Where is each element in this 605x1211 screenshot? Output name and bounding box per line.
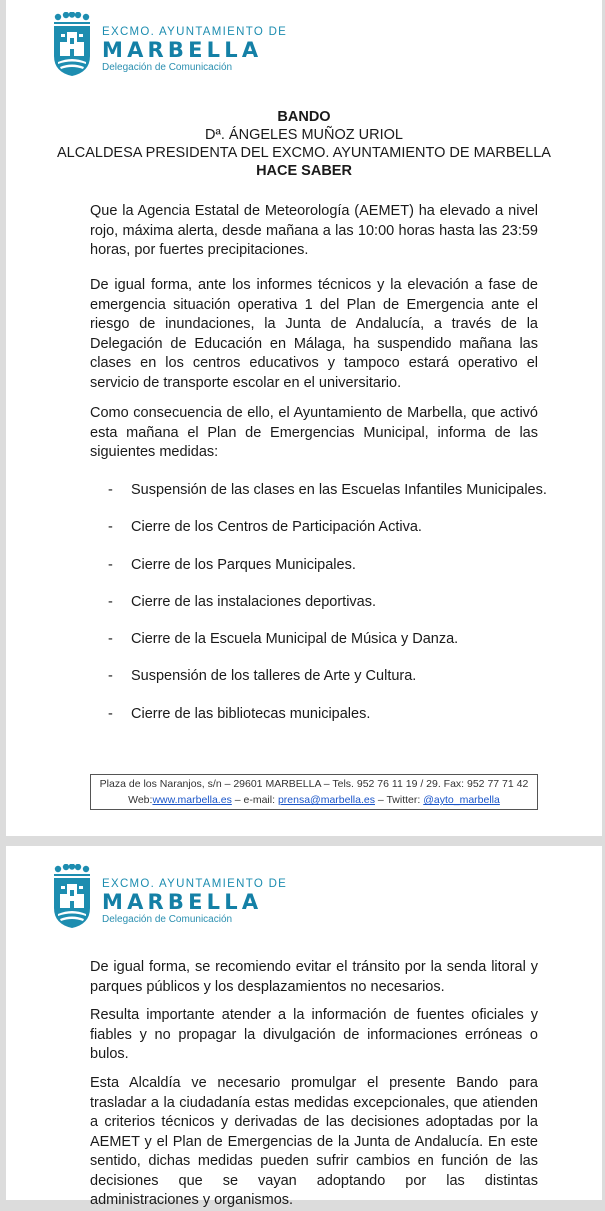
- list-dash: -: [108, 593, 113, 610]
- measure-text: Suspensión de los talleres de Arte y Cultura.: [131, 668, 417, 685]
- measure-text: Cierre de los Centros de Participación Activa.: [131, 519, 422, 536]
- logo-delegation: Delegación de Comunicación: [102, 62, 233, 73]
- email-label: – e-mail:: [231, 794, 278, 806]
- marbella-logo: [50, 864, 287, 930]
- marbella-logo: [50, 12, 287, 78]
- list-dash: -: [108, 705, 113, 722]
- measure-text: Cierre de las instalaciones deportivas.: [131, 593, 377, 610]
- logo-excmo: EXCMO. AYUNTAMIENTO DE: [102, 878, 288, 890]
- footer-links: [91, 792, 537, 808]
- logo-delegation: Delegación de Comunicación: [102, 914, 233, 925]
- hace-saber: HACE SABER: [256, 163, 352, 179]
- paragraph-measures-intro: Como consecuencia de ello, el Ayuntamiento de Marbella, que activó esta mañana el Plan de Emergencias Municipal, informa de las siguientes medidas:: [90, 405, 538, 460]
- list-item: [90, 593, 550, 630]
- paragraph-bando-purpose: Esta Alcaldía ve necesario promulgar el presente Bando para trasladar a la ciudadanía estas medidas excepcionales, que atienden a criterios técnicos y derivadas de las decisiones adoptadas por la AEMET y el Plan de Emergencias de la Junta de Andalucía. En este sentido, dichas medidas pueden sufrir cambios en función de las decisiones que se vayan adoptando por las distintas administraciones y organismos.: [90, 1075, 538, 1208]
- marbella-crest-icon: [50, 864, 94, 930]
- bando-title: BANDO: [277, 109, 331, 125]
- logo-text: [102, 878, 287, 926]
- list-item: [90, 556, 550, 593]
- list-dash: -: [108, 482, 113, 498]
- measure-text: Cierre de los Parques Municipales.: [131, 556, 356, 573]
- list-dash: -: [108, 631, 113, 648]
- logo-city: MARBELLA: [102, 38, 263, 62]
- marbella-crest-icon: [50, 12, 94, 78]
- list-item: [90, 667, 550, 704]
- measures-list: [90, 481, 550, 742]
- twitter-link[interactable]: @ayto_marbella: [423, 794, 500, 806]
- list-item: [90, 518, 550, 555]
- logo-excmo: EXCMO. AYUNTAMIENTO DE: [102, 26, 288, 38]
- list-dash: -: [108, 668, 113, 685]
- list-item: [90, 705, 550, 742]
- measure-text: Cierre de la Escuela Municipal de Música y Danza.: [131, 631, 459, 648]
- web-label: Web:: [128, 794, 153, 806]
- document-page-2: [6, 846, 602, 1208]
- measure-text: Cierre de las bibliotecas municipales.: [131, 705, 371, 722]
- measure-text: Suspensión de las clases en las Escuelas Infantiles Municipales.: [131, 482, 547, 498]
- mayor-role: ALCALDESA PRESIDENTA DEL EXCMO. AYUNTAMIENTO DE MARBELLA: [57, 145, 551, 161]
- list-dash: -: [108, 556, 113, 573]
- document-page-1: [6, 0, 602, 836]
- web-link[interactable]: www.marbella.es: [152, 794, 232, 806]
- footer-address: Plaza de los Naranjos, s/n – 29601 MARBELLA – Tels. 952 76 11 19 / 29. Fax: 952 77 71 42: [99, 778, 529, 790]
- logo-text: [102, 26, 287, 74]
- paragraph-transit: De igual forma, se recomiendo evitar el tránsito por la senda litoral y parques públicos y los desplazamientos no necesarios.: [90, 959, 538, 995]
- logo-city: MARBELLA: [102, 890, 263, 914]
- paragraph-schools: De igual forma, ante los informes técnicos y la elevación a fase de emergencia situación operativa 1 del Plan de Emergencia ante el riesgo de inundaciones, la Junta de Andalucía, a través de la Delegación de Educación en Málaga, ha suspendido mañana las clases en los centros educativos y tampoco estará operativo el servicio de transporte escolar en el universitario.: [90, 277, 538, 391]
- paragraph-aemet: Que la Agencia Estatal de Meteorología (AEMET) ha elevado a nivel rojo, máxima alerta, desde mañana a las 10:00 horas hasta las 23:59 horas, por fuertes precipitaciones.: [90, 203, 538, 258]
- twitter-label: – Twitter:: [374, 794, 424, 806]
- list-dash: -: [108, 519, 113, 536]
- bando-heading: [6, 108, 602, 180]
- mayor-name: Dª. ÁNGELES MUÑOZ URIOL: [205, 127, 403, 143]
- list-item: [90, 481, 550, 518]
- contact-footer: [90, 774, 538, 810]
- paragraph-official-sources: Resulta importante atender a la información de fuentes oficiales y fiables y no propagar la divulgación de informaciones erróneas o bulos.: [90, 1007, 538, 1062]
- email-link[interactable]: prensa@marbella.es: [277, 794, 375, 806]
- list-item: [90, 630, 550, 667]
